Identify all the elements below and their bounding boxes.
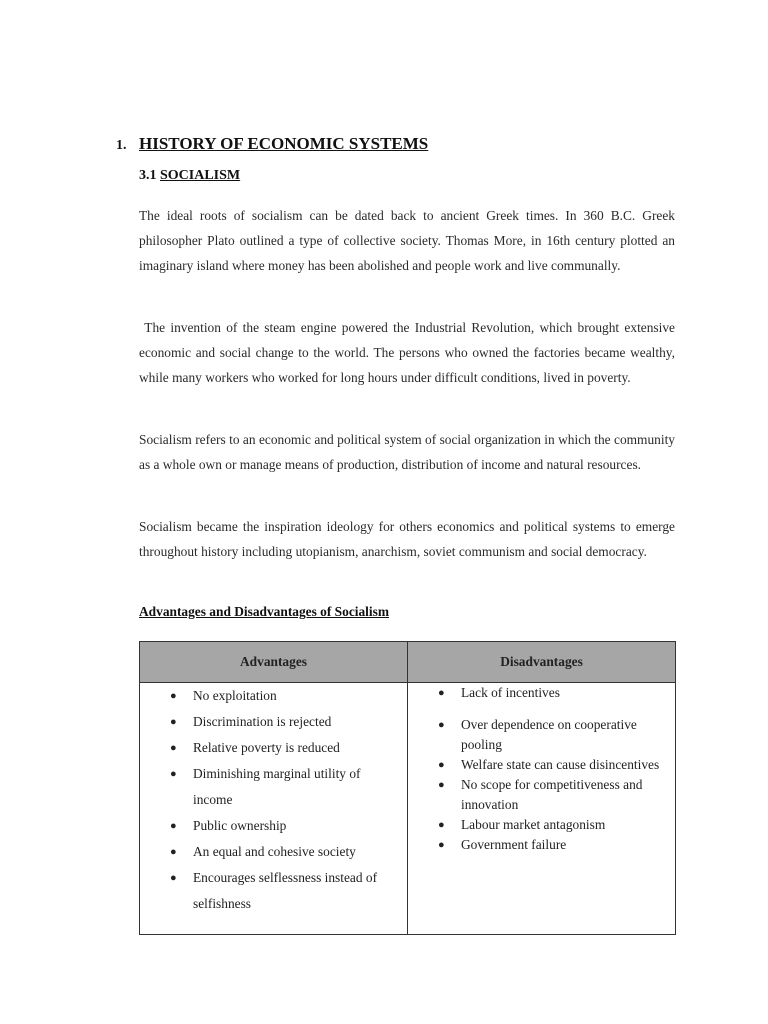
bullet-icon: ● bbox=[438, 779, 445, 791]
bullet-icon: ● bbox=[170, 846, 177, 858]
subsection-title: SOCIALISM bbox=[160, 168, 241, 183]
list-item: ● Public ownership bbox=[140, 813, 407, 839]
bullet-icon: ● bbox=[438, 759, 445, 771]
list-item: ● Diminishing marginal utility of income bbox=[140, 761, 407, 813]
list-item: ● Lack of incentives bbox=[408, 683, 675, 703]
paragraph-industrial-revolution: The invention of the steam engine powered the Industrial Revolution, which brought extensive economic and social change to the world. The persons who owned the factories became wealthy, while many workers who worked for long hours under difficult conditions, lived in poverty. bbox=[139, 320, 675, 385]
bullet-icon: ● bbox=[170, 872, 177, 884]
subsection-number: 3.1 bbox=[139, 168, 157, 183]
bullet-icon: ● bbox=[438, 819, 445, 831]
list-item: ● Over dependence on cooperative pooling bbox=[438, 717, 637, 752]
advantages-header: Advantages bbox=[140, 642, 408, 683]
subsection-heading bbox=[139, 168, 240, 184]
section-heading bbox=[116, 134, 428, 154]
table-caption: Advantages and Disadvantages of Socialism bbox=[139, 604, 389, 619]
advantages-disadvantages-table bbox=[139, 641, 676, 935]
list-item: ● Discrimination is rejected bbox=[140, 709, 407, 735]
section-number: 1. bbox=[116, 138, 127, 153]
list-item: ● No exploitation bbox=[140, 683, 407, 709]
paragraph-influence: Socialism became the inspiration ideology for others economics and political systems to emerge throughout history including utopianism, anarchism, soviet communism and social democracy. bbox=[139, 519, 675, 559]
advantages-cell bbox=[140, 683, 408, 935]
bullet-icon: ● bbox=[438, 719, 445, 731]
bullet-icon: ● bbox=[170, 768, 177, 780]
section-title: HISTORY OF ECONOMIC SYSTEMS bbox=[139, 134, 429, 153]
table-header-row bbox=[140, 642, 676, 683]
list-item: ● No scope for competitiveness and innovation bbox=[438, 777, 643, 812]
disadvantages-list bbox=[408, 683, 675, 855]
bullet-icon: ● bbox=[170, 716, 177, 728]
list-item: ● Labour market antagonism bbox=[408, 815, 675, 835]
bullet-icon: ● bbox=[438, 687, 445, 699]
bullet-icon: ● bbox=[438, 839, 445, 851]
bullet-icon: ● bbox=[170, 690, 177, 702]
bullet-icon: ● bbox=[170, 820, 177, 832]
table-body-row bbox=[140, 683, 676, 935]
list-item: ● Government failure bbox=[408, 835, 675, 855]
list-item: ● An equal and cohesive society bbox=[140, 839, 407, 865]
paragraph-origins: The ideal roots of socialism can be dated back to ancient Greek times. In 360 B.C. Greek philosopher Plato outlined a type of collective society. Thomas More, in 16th century plotted an imaginary island where money has been abolished and people work and live communally. bbox=[139, 208, 675, 273]
paragraph-definition: Socialism refers to an economic and political system of social organization in which the community as a whole own or manage means of production, distribution of income and natural resources. bbox=[139, 432, 675, 472]
bullet-icon: ● bbox=[170, 742, 177, 754]
disadvantages-header: Disadvantages bbox=[408, 642, 676, 683]
list-item: ● Encourages selflessness instead of selfishness bbox=[140, 865, 407, 917]
disadvantages-cell bbox=[408, 683, 676, 935]
list-item: ● Relative poverty is reduced bbox=[140, 735, 407, 761]
advantages-list bbox=[140, 683, 407, 917]
list-item: ● Welfare state can cause disincentives bbox=[408, 755, 675, 775]
